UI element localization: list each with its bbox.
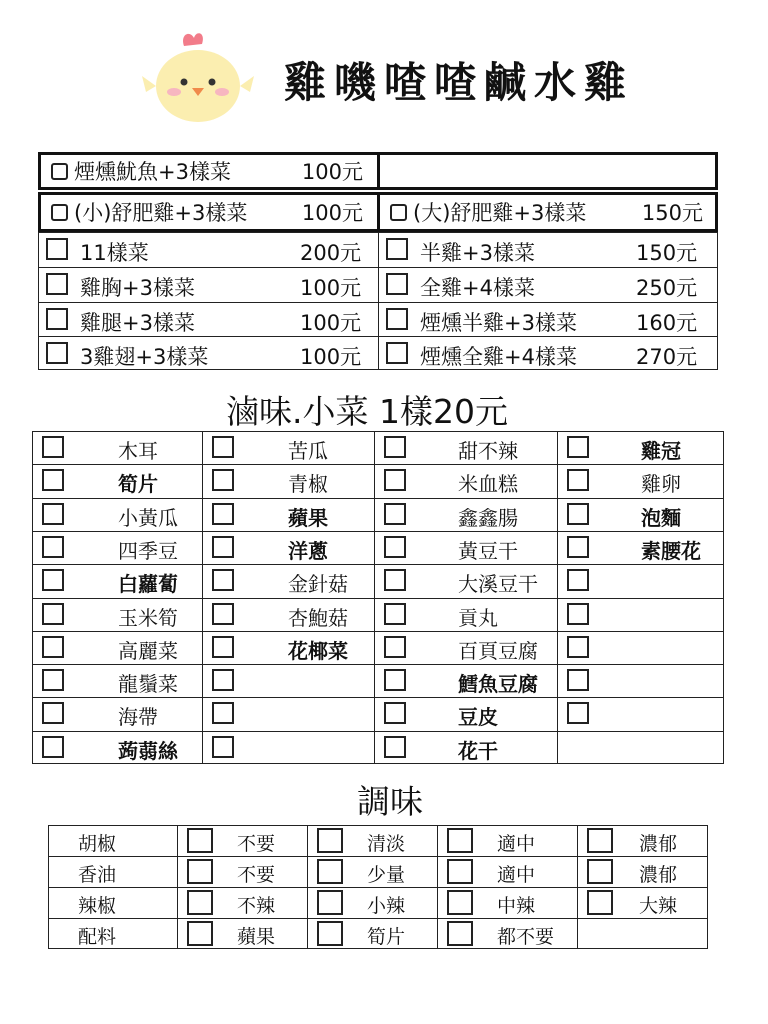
side-item-checkbox[interactable] <box>384 503 406 525</box>
seasoning-option-label: 不要 <box>237 833 276 855</box>
side-item-checkbox[interactable] <box>567 569 589 591</box>
side-item-name: 洋蔥 <box>288 538 328 563</box>
menu-item-price: 200元 <box>300 241 362 265</box>
side-item-checkbox[interactable] <box>212 569 234 591</box>
combo-name: (大)舒肥雞+3樣菜 <box>413 201 587 225</box>
seasoning-label: 辣椒 <box>78 895 117 917</box>
side-item-name: 苦瓜 <box>288 439 328 463</box>
side-item-name: 鑫鑫腸 <box>458 505 518 530</box>
seasoning-option-label: 適中 <box>497 833 536 855</box>
side-item-name: 大溪豆干 <box>458 572 538 597</box>
side-item-checkbox[interactable] <box>384 569 406 591</box>
side-item-checkbox[interactable] <box>42 702 64 724</box>
menu-item-name: 全雞+4樣菜 <box>420 276 535 300</box>
side-item-name: 玉米筍 <box>118 605 178 630</box>
combo-row-squid[interactable] <box>38 152 380 190</box>
side-item-checkbox[interactable] <box>42 469 64 491</box>
side-item-checkbox[interactable] <box>212 469 234 491</box>
menu-item-name: 煙燻半雞+3樣菜 <box>420 311 577 335</box>
combo-checkbox[interactable] <box>51 163 68 180</box>
menu-item-checkbox[interactable] <box>46 238 68 260</box>
side-item-checkbox[interactable] <box>212 603 234 625</box>
seasoning-option-label: 不要 <box>237 864 276 886</box>
side-item-name: 四季豆 <box>118 538 178 563</box>
side-item-checkbox[interactable] <box>567 536 589 558</box>
seasoning-option-label: 不辣 <box>237 895 276 917</box>
seasoning-option-label: 小辣 <box>367 895 406 917</box>
side-item-checkbox[interactable] <box>212 702 234 724</box>
menu-item-name: 3雞翅+3樣菜 <box>80 345 209 369</box>
seasoning-option-checkbox[interactable] <box>317 921 343 946</box>
side-item-name: 貢丸 <box>458 605 498 630</box>
menu-item-checkbox[interactable] <box>386 342 408 364</box>
side-item-checkbox[interactable] <box>42 636 64 658</box>
side-item-checkbox[interactable] <box>42 569 64 591</box>
seasoning-option-label: 蘋果 <box>237 926 276 948</box>
side-item-checkbox[interactable] <box>384 702 406 724</box>
seasoning-label: 香油 <box>78 864 117 886</box>
menu-item-price: 250元 <box>636 276 698 300</box>
side-item-name: 高麗菜 <box>118 638 178 663</box>
seasoning-label: 配料 <box>78 926 117 948</box>
side-item-checkbox[interactable] <box>567 603 589 625</box>
seasoning-option-checkbox[interactable] <box>587 828 613 853</box>
side-item-name: 小黃瓜 <box>118 505 178 530</box>
seasoning-option-checkbox[interactable] <box>187 859 213 884</box>
combo-price: 100元 <box>301 160 363 184</box>
menu-item-checkbox[interactable] <box>46 308 68 330</box>
seasoning-option-checkbox[interactable] <box>447 890 473 915</box>
menu-item-checkbox[interactable] <box>386 238 408 260</box>
menu-item-price: 100元 <box>300 276 362 300</box>
combo-empty-cell <box>377 152 718 190</box>
side-item-checkbox[interactable] <box>567 669 589 691</box>
side-item-name: 金針菇 <box>288 572 348 597</box>
seasoning-option-checkbox[interactable] <box>587 890 613 915</box>
seasoning-option-label: 清淡 <box>367 833 406 855</box>
side-item-checkbox[interactable] <box>212 436 234 458</box>
seasoning-label: 胡椒 <box>78 833 117 855</box>
seasoning-section-title: 調味 <box>357 782 423 821</box>
side-item-checkbox[interactable] <box>42 603 64 625</box>
seasoning-option-checkbox[interactable] <box>187 828 213 853</box>
side-item-checkbox[interactable] <box>212 669 234 691</box>
side-item-name: 龍鬚菜 <box>118 672 178 697</box>
menu-item-name: 11樣菜 <box>80 241 149 265</box>
side-item-checkbox[interactable] <box>384 536 406 558</box>
side-item-checkbox[interactable] <box>42 436 64 458</box>
side-item-name: 雞卵 <box>641 472 681 497</box>
combo-row-small-sousvide[interactable] <box>38 192 380 232</box>
menu-item-name: 煙燻全雞+4樣菜 <box>420 345 577 369</box>
side-item-checkbox[interactable] <box>212 503 234 525</box>
seasoning-option-label: 適中 <box>497 864 536 886</box>
side-item-name: 甜不辣 <box>458 439 518 463</box>
side-item-checkbox[interactable] <box>567 503 589 525</box>
side-item-name: 木耳 <box>118 439 158 463</box>
side-item-name: 筍片 <box>118 472 158 497</box>
shop-title: 雞嘰喳喳鹹水雞 <box>284 58 635 107</box>
side-item-name: 杏鮑菇 <box>288 605 348 630</box>
seasoning-option-checkbox[interactable] <box>187 890 213 915</box>
combo-name: (小)舒肥雞+3樣菜 <box>74 201 248 225</box>
side-item-checkbox[interactable] <box>42 536 64 558</box>
side-item-checkbox[interactable] <box>384 636 406 658</box>
seasoning-option-label: 濃郁 <box>639 833 678 855</box>
menu-item-price: 150元 <box>636 241 698 265</box>
menu-item-price: 100元 <box>300 345 362 369</box>
combo-checkbox[interactable] <box>51 204 68 221</box>
combo-checkbox[interactable] <box>390 204 407 221</box>
side-item-checkbox[interactable] <box>212 636 234 658</box>
menu-item-price: 160元 <box>636 311 698 335</box>
side-item-name: 米血糕 <box>458 472 518 497</box>
side-item-name: 花椰菜 <box>288 638 348 663</box>
chick-logo-icon <box>140 26 258 126</box>
side-item-name: 青椒 <box>288 472 328 497</box>
menu-item-price: 270元 <box>636 345 698 369</box>
side-item-checkbox[interactable] <box>567 436 589 458</box>
side-item-checkbox[interactable] <box>212 736 234 758</box>
seasoning-option-checkbox[interactable] <box>447 921 473 946</box>
side-item-checkbox[interactable] <box>384 669 406 691</box>
menu-item-checkbox[interactable] <box>46 342 68 364</box>
seasoning-option-checkbox[interactable] <box>447 859 473 884</box>
side-item-checkbox[interactable] <box>384 436 406 458</box>
side-item-name: 白蘿蔔 <box>118 572 178 597</box>
menu-item-checkbox[interactable] <box>386 308 408 330</box>
seasoning-option-label: 筍片 <box>367 926 406 948</box>
seasoning-option-checkbox[interactable] <box>317 828 343 853</box>
seasoning-option-label: 濃郁 <box>639 864 678 886</box>
menu-item-name: 雞胸+3樣菜 <box>80 276 195 300</box>
side-item-name: 百頁豆腐 <box>458 638 538 663</box>
side-item-checkbox[interactable] <box>42 503 64 525</box>
side-item-name: 蒟蒻絲 <box>118 738 178 763</box>
seasoning-option-label: 中辣 <box>497 895 536 917</box>
side-item-name: 鱈魚豆腐 <box>458 672 538 697</box>
side-item-name: 雞冠 <box>641 439 681 463</box>
side-item-name: 海帶 <box>118 705 158 730</box>
side-item-checkbox[interactable] <box>42 736 64 758</box>
seasoning-option-checkbox[interactable] <box>447 828 473 853</box>
combo-price: 100元 <box>301 201 363 225</box>
menu-item-name: 雞腿+3樣菜 <box>80 311 195 335</box>
sides-section-title: 滷味.小菜 1樣20元 <box>226 392 508 431</box>
side-item-name: 豆皮 <box>458 705 498 730</box>
menu-item-price: 100元 <box>300 311 362 335</box>
menu-item-checkbox[interactable] <box>46 273 68 295</box>
combo-row-large-sousvide[interactable] <box>377 192 718 232</box>
menu-item-name: 半雞+3樣菜 <box>420 241 535 265</box>
combo-price: 150元 <box>641 201 703 225</box>
menu-item-checkbox[interactable] <box>386 273 408 295</box>
side-item-checkbox[interactable] <box>567 469 589 491</box>
side-item-name: 花干 <box>458 738 498 763</box>
seasoning-option-label: 大辣 <box>639 895 678 917</box>
side-item-name: 黃豆干 <box>458 538 518 563</box>
side-item-checkbox[interactable] <box>212 536 234 558</box>
side-item-checkbox[interactable] <box>42 669 64 691</box>
side-item-name: 泡麵 <box>641 505 681 530</box>
seasoning-option-checkbox[interactable] <box>587 859 613 884</box>
side-item-checkbox[interactable] <box>384 469 406 491</box>
combo-name: 煙燻魷魚+3樣菜 <box>74 160 231 184</box>
seasoning-option-label: 都不要 <box>497 926 555 948</box>
seasoning-option-label: 少量 <box>367 864 406 886</box>
seasoning-option-checkbox[interactable] <box>187 921 213 946</box>
side-item-name: 蘋果 <box>288 505 328 530</box>
seasoning-option-checkbox[interactable] <box>317 859 343 884</box>
side-item-name: 素腰花 <box>641 538 701 563</box>
side-item-checkbox[interactable] <box>567 636 589 658</box>
side-item-checkbox[interactable] <box>384 603 406 625</box>
side-item-checkbox[interactable] <box>567 702 589 724</box>
seasoning-option-checkbox[interactable] <box>317 890 343 915</box>
side-item-checkbox[interactable] <box>384 736 406 758</box>
